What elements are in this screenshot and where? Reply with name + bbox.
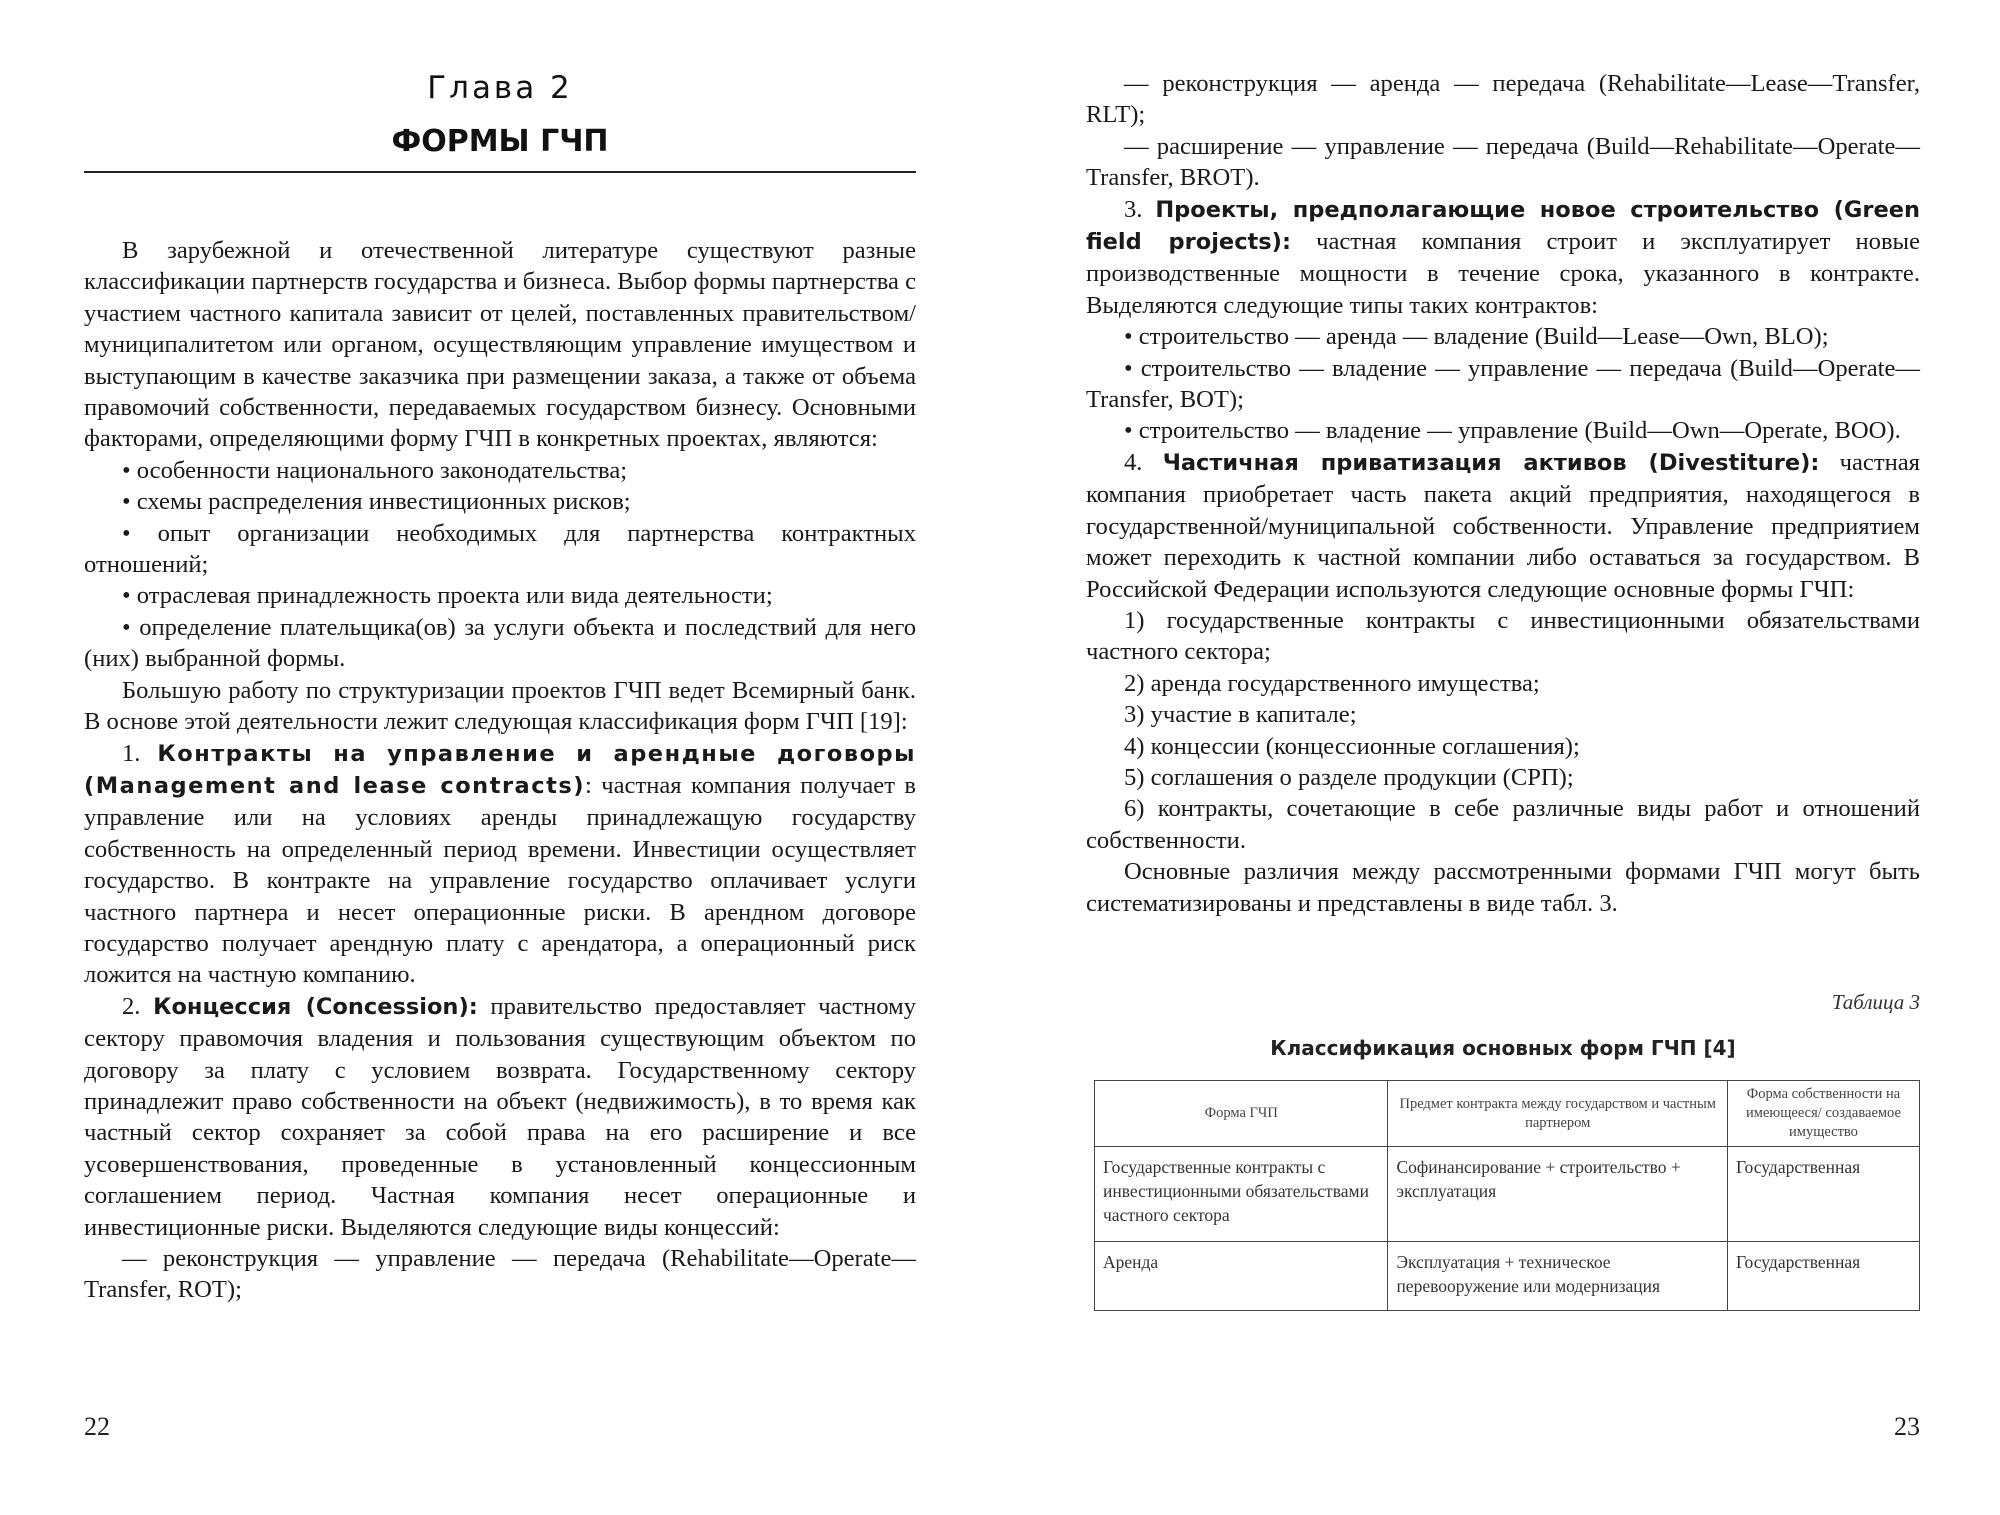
right-page-text [1086, 68, 1920, 919]
contract-type: • строительство — владение — управление — передача (Build—Operate—Transfer, BOT); [1086, 354, 1920, 414]
table-row [1095, 1242, 1920, 1311]
concession-type: — расширение — управление — передача (Build—Rehabilitate—Operate—Transfer, BROT). [1086, 132, 1920, 192]
rf-form-item: 1) государственные контракты с инвестиционными обязательствами частного сектора; [1086, 606, 1920, 666]
item-heading: Контракты на управление и арендные договоры (Management and lease contracts) [84, 740, 916, 799]
rf-form-item: 3) участие в капитале; [1124, 701, 1357, 729]
table-cell: Государственная [1727, 1147, 1919, 1242]
table-header-cell: Форма собственности на имеющееся/ создаваемое имущество [1727, 1081, 1919, 1147]
table-row [1095, 1147, 1920, 1242]
chapter-divider [84, 171, 916, 173]
table-title: Классификация основных форм ГЧП [4] [1270, 1036, 1736, 1060]
item-text: частная компания строит и эксплуатирует новые производственные мощности в течение срока, указанного в контракте. Выделяются следующие типы таких контрактов: [1086, 228, 1920, 319]
classification-item-1 [84, 738, 916, 991]
item-text: правительство предоставляет частному сектору правомочия владения и пользования существующим объектом по договору за плату с условием возврата. Государственному сектору принадлежит право собственности на объект (недвижимость), в то время как частный сектор сохраняет за собой права на его расширение и все усовершенствования, проведенные в установленный концессионным соглашением период. Частная компания несет операционные и инвестиционные риски. Выделяются следующие виды концессий: [84, 992, 916, 1241]
concession-type: — реконструкция — аренда — передача (Rehabilitate—Lease—Transfer, RLT); [1086, 70, 1920, 129]
item-heading: Концессия (Concession): [153, 993, 478, 1020]
factor-item: • отраслевая принадлежность проекта или вида деятельности; [122, 582, 773, 610]
item-number: 2. [122, 992, 141, 1020]
table-label: Таблица 3 [1831, 990, 1920, 1014]
item-number: 1. [122, 739, 141, 767]
table-cell: Эксплуатация + техническое перевооружение или модернизация [1388, 1242, 1728, 1311]
chapter-title: ФОРМЫ ГЧП [391, 124, 609, 159]
classification-item-4 [1086, 447, 1920, 605]
factor-item: • определение плательщика(ов) за услуги объекта и последствий для него (них) выбранной формы. [84, 613, 916, 673]
contract-type: • строительство — владение — управление (Build—Own—Operate, BOO). [1124, 417, 1901, 445]
rf-form-item: 4) концессии (концессионные соглашения); [1124, 732, 1580, 760]
item-text: : частная компания получает в управление или на условиях аренды принадлежащую государству собственность на определенный период времени. Инвестиции осуществляет государство. В контракте на управление государство оплачивает услуги частного партнера и несет операционные риски. В арендном договоре государство получает арендную плату с арендатора, а операционный риск ложится на частную компанию. [84, 771, 916, 989]
rf-form-item: 6) контракты, сочетающие в себе различные виды работ и отношений собственности. [1086, 795, 1920, 854]
table-cell: Софинансирование + строительство + эксплуатация [1388, 1147, 1728, 1242]
table-header-row [1095, 1081, 1920, 1147]
left-page-text [84, 235, 916, 1306]
table-cell: Аренда [1095, 1242, 1388, 1311]
world-bank-paragraph: Большую работу по структуризации проектов ГЧП ведет Всемирный банк. В основе этой деятельности лежит следующая классификация форм ГЧП [19]: [84, 676, 916, 736]
item-heading: Проекты, предполагающие новое строительство (Green field projects): [1086, 196, 1920, 256]
factor-item: • опыт организации необходимых для партнерства контрактных отношений; [84, 519, 916, 579]
intro-paragraph: В зарубежной и отечественной литературе существуют разные классификации партнерств государства и бизнеса. Выбор формы партнерства с участием частного капитала зависит от целей, поставленных правительством/муниципалитетом или органом, осуществляющим управление имуществом и выступающим в качестве заказчика при размещении заказа, а также от объема правомочий собственности, передаваемых государством бизнесу. Основными факторами, определяющими форму ГЧП в конкретных проектах, являются: [84, 237, 916, 453]
item-number: 4. [1124, 448, 1143, 476]
classification-table [1094, 1080, 1920, 1311]
factor-item: • схемы распределения инвестиционных рисков; [122, 488, 631, 516]
chapter-number: Глава 2 [427, 70, 573, 106]
table-cell: Государственная [1727, 1242, 1919, 1311]
closing-paragraph: Основные различия между рассмотренными формами ГЧП могут быть систематизированы и представлены в виде табл. 3. [1086, 858, 1920, 917]
page-number: 23 [1894, 1412, 1920, 1441]
rf-form-item: 5) соглашения о разделе продукции (СРП); [1124, 763, 1574, 791]
factor-item: • особенности национального законодательства; [122, 456, 628, 484]
concession-type: — реконструкция — управление — передача (Rehabilitate—Operate—Transfer, ROT); [84, 1245, 916, 1304]
rf-form-item: 2) аренда государственного имущества; [1124, 669, 1540, 697]
table-header-cell: Предмет контракта между государством и частным партнером [1388, 1081, 1728, 1147]
table-header-cell: Форма ГЧП [1095, 1081, 1388, 1147]
item-text: частная компания приобретает часть пакета акций предприятия, находящегося в государственной/муниципальной собственности. Управление предприятием может переходить к частной компании либо оставаться за государством. В Российской Федерации используются следующие основные формы ГЧП: [1086, 448, 1920, 603]
right-page [1086, 0, 1920, 1515]
page-number: 22 [84, 1412, 110, 1441]
classification-item-3 [1086, 194, 1920, 322]
table-cell: Государственные контракты с инвестиционными обязательствами частного сектора [1095, 1147, 1388, 1242]
item-number: 3. [1124, 195, 1143, 223]
contract-type: • строительство — аренда — владение (Build—Lease—Own, BLO); [1124, 323, 1829, 351]
left-page [84, 0, 916, 1515]
item-heading: Частичная приватизация активов (Divestiture): [1162, 449, 1820, 476]
classification-item-2 [84, 991, 916, 1243]
